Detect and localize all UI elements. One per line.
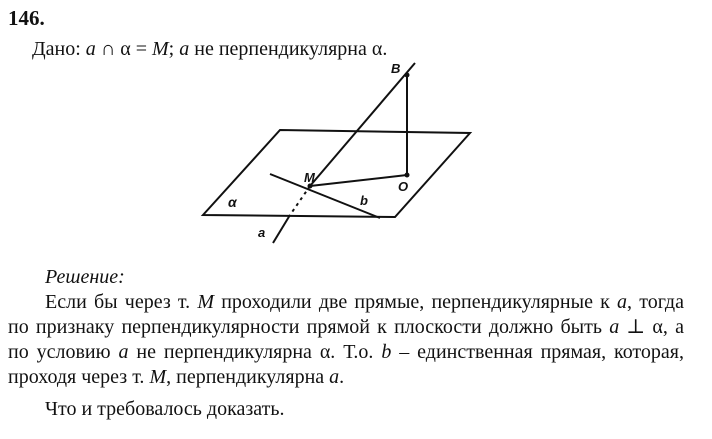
label-m: M bbox=[304, 170, 315, 185]
solution-paragraph bbox=[8, 290, 684, 390]
label-b: B bbox=[391, 61, 401, 76]
label-alpha: α bbox=[228, 194, 237, 210]
given-point-m: M bbox=[152, 38, 169, 60]
sol-line-b: b bbox=[381, 341, 392, 363]
sol-text-5: не перпендикулярна α. Т.о. bbox=[128, 341, 382, 363]
point-o bbox=[405, 173, 410, 178]
plane-alpha bbox=[203, 130, 470, 217]
given-intersect: ∩ bbox=[95, 38, 121, 60]
given-line-a: a bbox=[85, 38, 96, 60]
label-o: O bbox=[398, 179, 409, 194]
sol-line-a-2: a bbox=[609, 316, 620, 338]
given-alpha: α bbox=[120, 38, 131, 60]
line-a-upper bbox=[310, 63, 415, 186]
given-not-perp: не перпендикулярна bbox=[189, 38, 372, 60]
line-a-hidden bbox=[290, 186, 310, 215]
sol-text-2: проходили две прямые, перпендикулярные к bbox=[214, 291, 618, 313]
given-eq: = bbox=[130, 38, 152, 60]
point-b bbox=[405, 73, 410, 78]
sol-text-8: . bbox=[339, 366, 345, 388]
given-sep: ; bbox=[168, 38, 180, 60]
sol-line-a-3: a bbox=[118, 341, 129, 363]
problem-number: 146. bbox=[8, 6, 45, 30]
sol-point-m-2: M bbox=[149, 366, 167, 388]
conclusion: Что и требовалось доказать. bbox=[45, 398, 285, 420]
given-dot: . bbox=[382, 38, 388, 60]
given-prefix: Дано: bbox=[32, 38, 86, 60]
sol-text-1: Если бы через т. bbox=[45, 291, 198, 313]
given-alpha2: α bbox=[371, 38, 383, 60]
given-line-a2: a bbox=[179, 38, 190, 60]
sol-text-7: , перпендикулярна bbox=[166, 366, 330, 388]
sol-line-a: a bbox=[617, 291, 628, 313]
sol-point-m: M bbox=[197, 291, 215, 313]
sol-text-6: – единственная прямая, которая, проходя через т. bbox=[8, 341, 684, 388]
geometry-figure bbox=[195, 55, 485, 245]
sol-text-4: ⊥ α, а по условию bbox=[8, 316, 684, 363]
label-b-line: b bbox=[360, 193, 368, 208]
sol-line-a-4: a bbox=[329, 366, 340, 388]
line-a-lower bbox=[273, 215, 290, 243]
segment-mo bbox=[310, 175, 407, 186]
solution-heading: Решение: bbox=[45, 266, 125, 288]
label-a-line: a bbox=[258, 225, 266, 240]
sol-text-3: , тогда по признаку перпендикулярности прямой к плоскости должно быть bbox=[8, 291, 684, 338]
figure-svg bbox=[195, 55, 485, 245]
